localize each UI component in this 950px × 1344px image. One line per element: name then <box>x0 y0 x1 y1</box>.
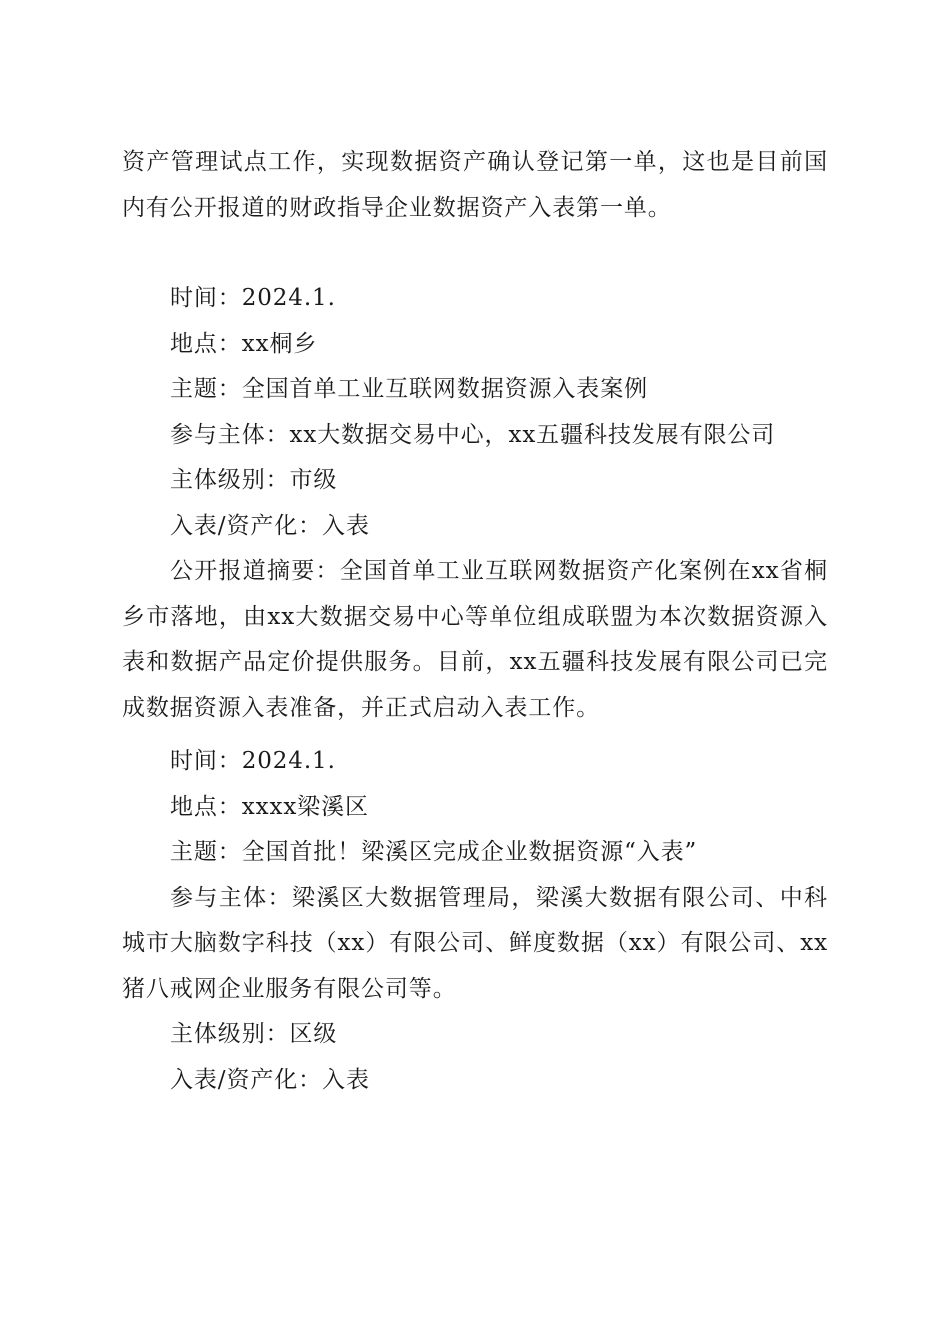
case-1-level: 主体级别：市级 <box>170 467 338 493</box>
case-2-section <box>122 739 828 1103</box>
intro-paragraph: 资产管理试点工作，实现数据资产确认登记第一单，这也是目前国内有公开报道的财政指导企业数据资产入表第一单。 <box>122 149 828 221</box>
case-2-theme: 主题：全国首批！梁溪区完成企业数据资源“入表” <box>170 839 698 865</box>
case-1-theme: 主题：全国首单工业互联网数据资源入表案例 <box>170 376 648 402</box>
case-2-level: 主体级别：区级 <box>170 1021 338 1047</box>
case-1-time: 时间：2024.1. <box>170 285 336 311</box>
case-1-type: 入表/资产化：入表 <box>170 512 370 539</box>
case-2-location: 地点：xxxx梁溪区 <box>170 793 369 820</box>
case-2-type: 入表/资产化：入表 <box>170 1066 370 1093</box>
case-1-location: 地点：xx桐乡 <box>170 330 318 357</box>
case-1-summary: 公开报道摘要：全国首单工业互联网数据资产化案例在xx省桐乡市落地，由xx大数据交易中心等单位组成联盟为本次数据资源入表和数据产品定价提供服务。目前，xx五疆科技发展有限公司已完成数据资源入表准备，并正式启动入表工作。 <box>122 558 828 721</box>
case-2-participants: 参与主体：梁溪区大数据管理局，梁溪大数据有限公司、中科城市大脑数字科技（xx）有限公司、鲜度数据（xx）有限公司、xx猪八戒网企业服务有限公司等。 <box>122 884 828 1002</box>
case-1-participants: 参与主体：xx大数据交易中心，xx五疆科技发展有限公司 <box>170 421 776 448</box>
case-2-time: 时间：2024.1. <box>170 748 336 774</box>
intro-section <box>122 140 828 231</box>
case-1-section <box>122 276 828 731</box>
